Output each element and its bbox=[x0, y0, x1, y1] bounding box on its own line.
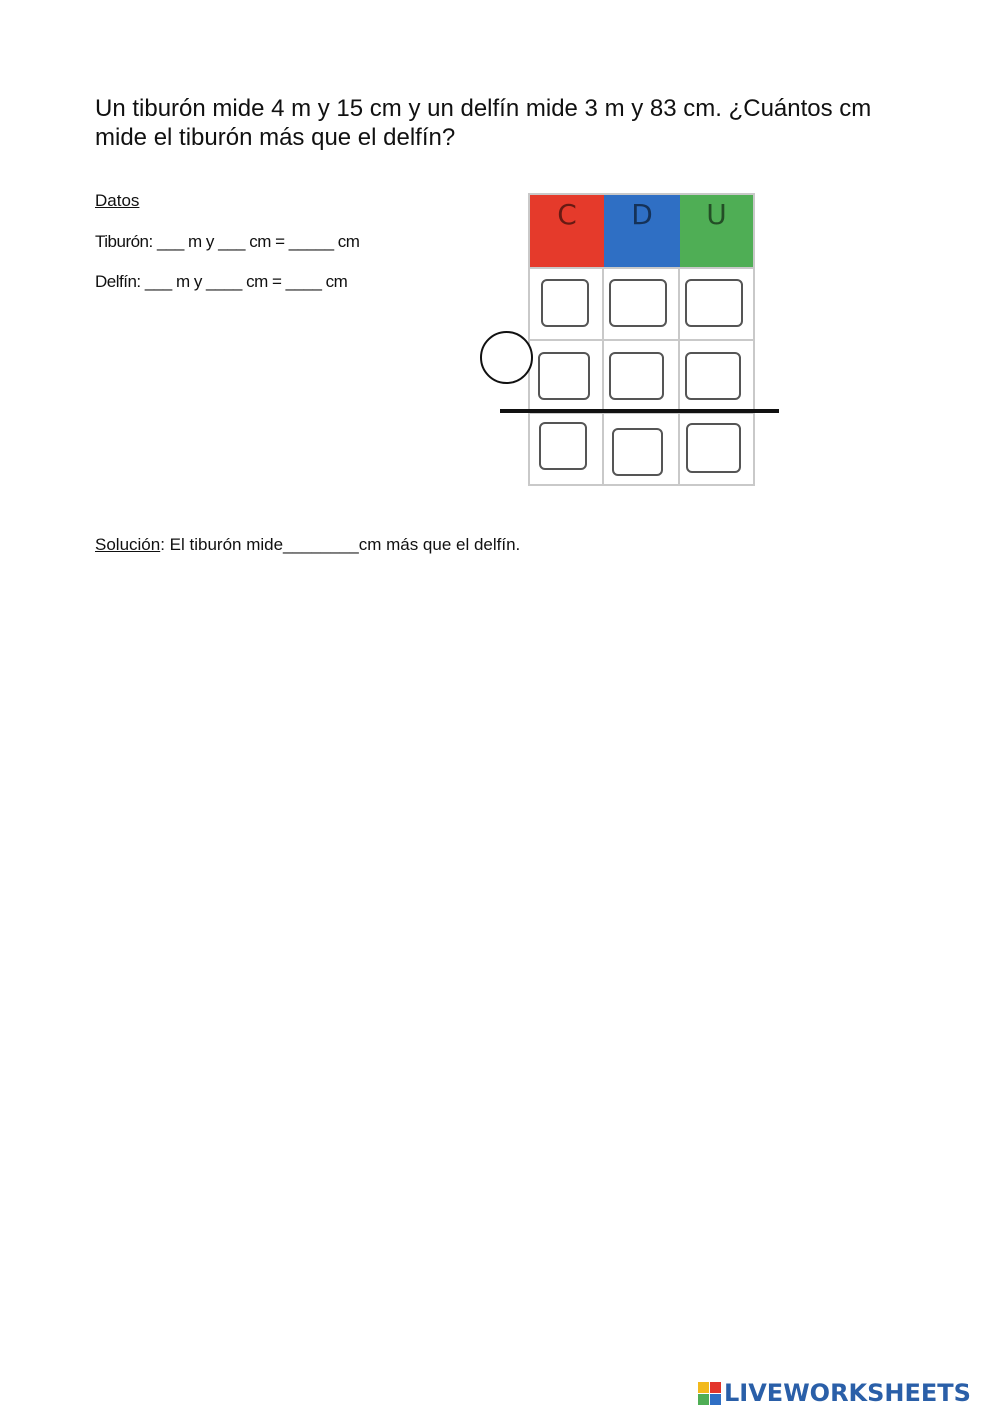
grid-divider bbox=[678, 267, 680, 484]
answer-box-r1-d[interactable] bbox=[609, 279, 667, 327]
grid-divider bbox=[602, 267, 604, 484]
datos-heading: Datos bbox=[95, 191, 140, 210]
header-decenas: D bbox=[604, 195, 680, 267]
grid-divider bbox=[530, 267, 753, 269]
grid-divider bbox=[530, 339, 753, 341]
answer-box-r1-c[interactable] bbox=[541, 279, 589, 327]
liveworksheets-logo bbox=[698, 1378, 971, 1408]
liveworksheets-logo-icon bbox=[698, 1382, 721, 1405]
operation-sign-input[interactable] bbox=[480, 331, 533, 384]
answer-box-r3-u[interactable] bbox=[686, 423, 741, 473]
header-unidades: U bbox=[680, 195, 753, 267]
datos-tiburon: Tiburón: ___ m y ___ cm = _____ cm bbox=[95, 232, 360, 251]
solution-text: : El tiburón mide________cm más que el delfín. bbox=[160, 535, 521, 554]
answer-box-r2-c[interactable] bbox=[538, 352, 590, 400]
place-value-grid bbox=[528, 193, 755, 486]
logo-text: LIVEWORKSHEETS bbox=[724, 1379, 971, 1407]
datos-delfin: Delfín: ___ m y ____ cm = ____ cm bbox=[95, 272, 348, 291]
answer-box-r3-d[interactable] bbox=[612, 428, 663, 476]
header-centenas: C bbox=[530, 195, 604, 267]
answer-box-r3-c[interactable] bbox=[539, 422, 587, 470]
solution-line bbox=[95, 535, 520, 555]
solution-label: Solución bbox=[95, 535, 161, 554]
answer-box-r2-d[interactable] bbox=[609, 352, 664, 400]
answer-box-r2-u[interactable] bbox=[685, 352, 741, 400]
question-text: Un tiburón mide 4 m y 15 cm y un delfín mide 3 m y 83 cm. ¿Cuántos cm mide el tiburón más que el delfín? bbox=[95, 95, 872, 151]
answer-box-r1-u[interactable] bbox=[685, 279, 743, 327]
result-line bbox=[500, 409, 779, 413]
